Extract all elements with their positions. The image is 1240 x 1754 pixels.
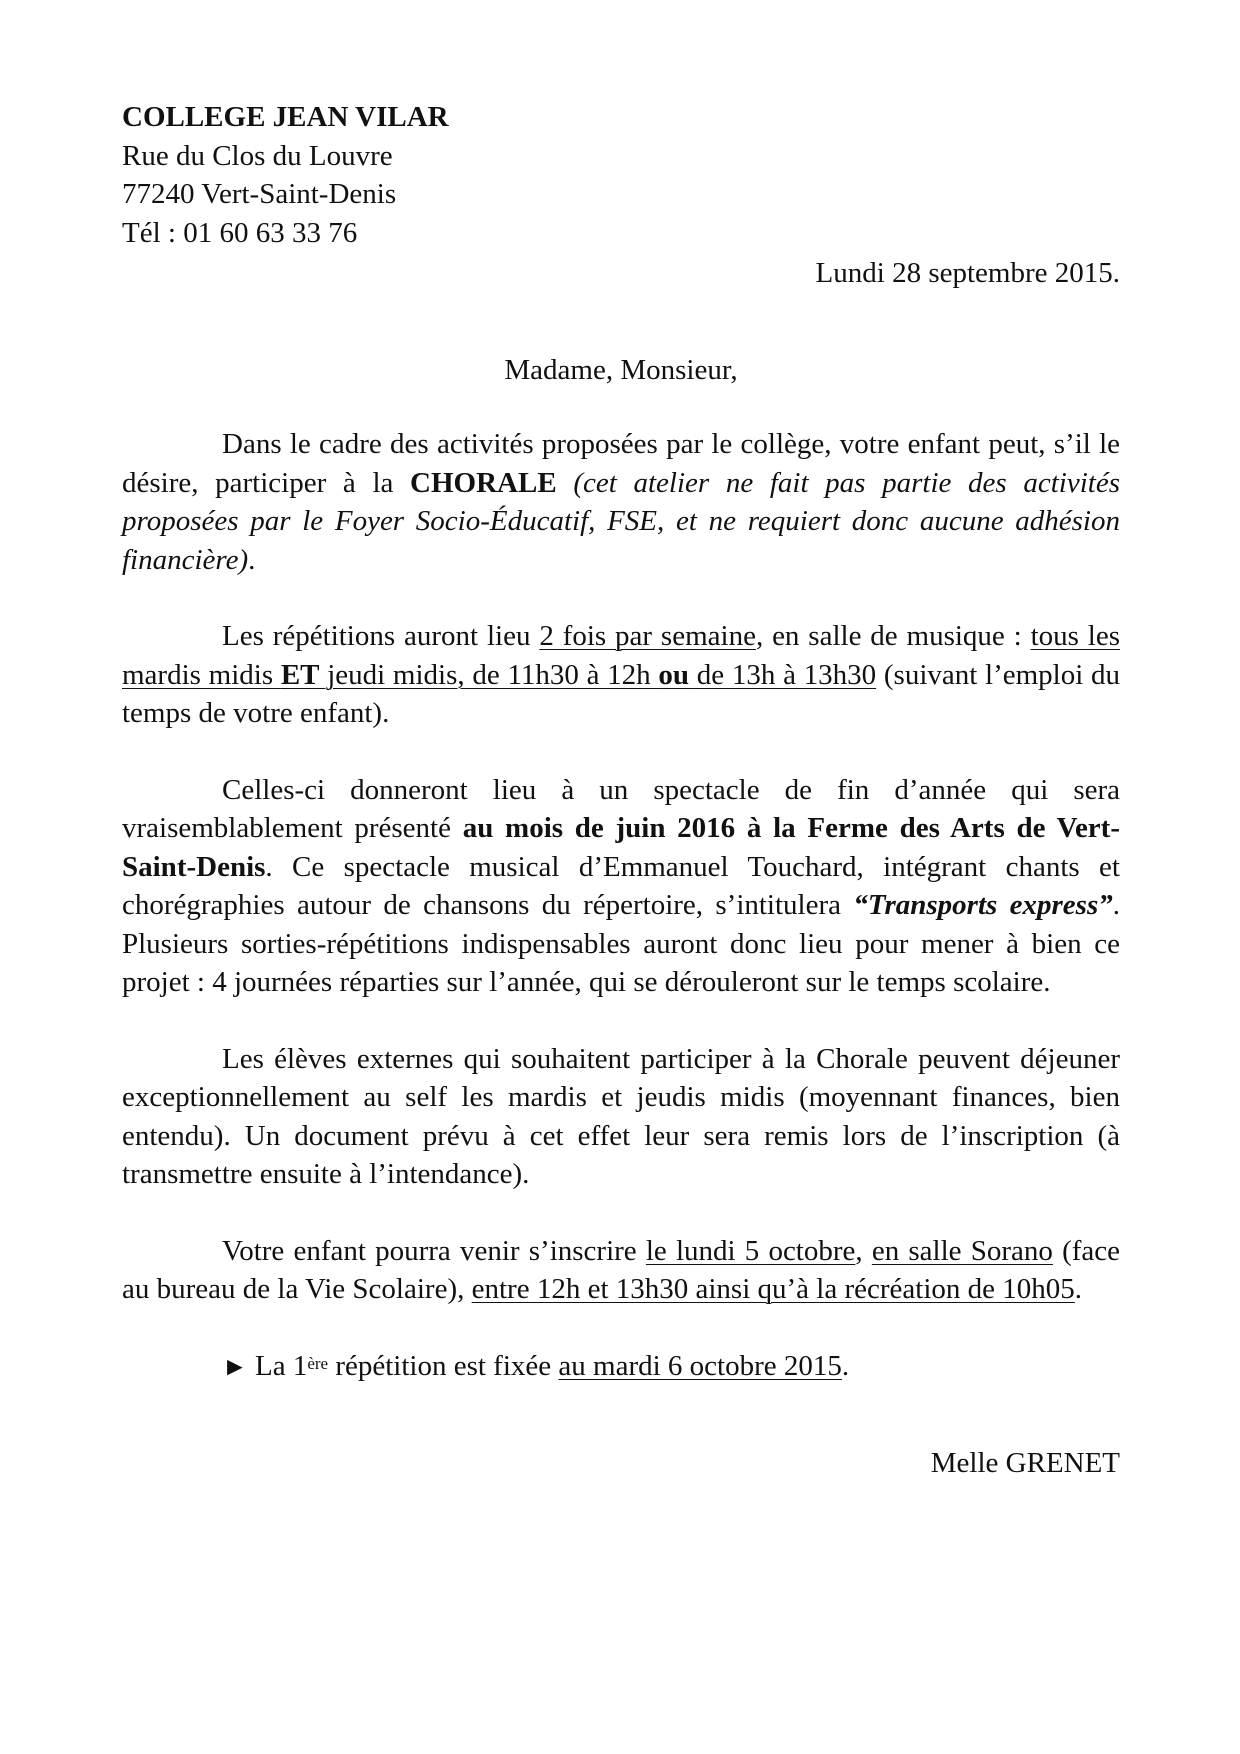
signature: Melle GRENET (930, 1447, 1120, 1479)
school-name: COLLEGE JEAN VILAR (122, 101, 449, 133)
first-rehearsal-note: ► La 1ère répétition est fixée au mardi 6 octobre 2015. (222, 1349, 850, 1382)
paragraph-chorale-intro: Dans le cadre des activités proposées par le collège, votre enfant peut, s’il le désire, participer à la CHORALE (cet atelier ne fait pas partie des activités proposées par le Foyer Socio-Éducatif, FSE, et ne requiert donc aucune adhésion financière). (122, 428, 1120, 576)
arrow-icon: ► (222, 1351, 248, 1381)
frequency-underlined: 2 fois par semaine (539, 620, 756, 652)
school-city: 77240 Vert-Saint-Denis (122, 178, 397, 210)
salutation: Madame, Monsieur, (504, 353, 738, 386)
school-phone: Tél : 01 60 63 33 76 (122, 216, 358, 249)
paragraph-registration: Votre enfant pourra venir s’inscrire le lundi 5 octobre, en salle Sorano (face au bureau de la Vie Scolaire), entre 12h et 13h30 ainsi qu’à la récréation de 10h05. (122, 1234, 1121, 1305)
first-rehearsal-date: au mardi 6 octobre 2015 (558, 1349, 842, 1382)
chorale-highlight: CHORALE (410, 466, 557, 499)
fse-note: (cet atelier ne fait pas partie des activités proposées par le Foyer Socio-Éducatif, FSE, et ne requiert donc aucune adhésion financière) (122, 466, 1120, 576)
sender-block (122, 98, 1120, 252)
registration-room: en salle Sorano (871, 1234, 1053, 1267)
text: Dans le cadre des activités proposées par le collège, votre enfant peut, s’il le désire, participer à la (122, 428, 1120, 499)
letter-date: Lundi 28 septembre 2015. (815, 257, 1120, 289)
registration-date: le lundi 5 octobre (645, 1234, 856, 1267)
paragraph-lunch: Les élèves externes qui souhaitent participer à la Chorale peuvent déjeuner exceptionnellement au self les mardis et jeudis midis (moyennant finances, bien entendu). Un document prévu à cet effet leur sera remis lors de l’inscription (à transmettre ensuite à l’intendance). (122, 1042, 1120, 1190)
school-street: Rue du Clos du Louvre (122, 139, 393, 172)
registration-times: entre 12h et 13h30 ainsi qu’à la récréation de 10h05 (471, 1273, 1075, 1305)
show-date-place: au mois de juin 2016 à la Ferme des Arts de Vert-Saint-Denis (122, 812, 1120, 883)
show-title: “Transports express” (853, 889, 1113, 921)
paragraph-rehearsals: Les répétitions auront lieu 2 fois par semaine, en salle de musique : tous les mardis midis ET jeudi midis, de 11h30 à 12h ou de 13h à 13h30 (suivant l’emploi du temps de votre enfant). (122, 620, 1121, 729)
schedule-underlined: tous les mardis midis ET jeudi midis, de 11h30 à 12h ou de 13h à 13h30 (122, 620, 1121, 691)
paragraph-show: Celles-ci donneront lieu à un spectacle de fin d’année qui sera vraisemblablement présenté au mois de juin 2016 à la Ferme des Arts de Vert-Saint-Denis. Ce spectacle musical d’Emmanuel Touchard, intégrant chants et chorégraphies autour de chansons du répertoire, s’intitulera “Transports express”. Plusieurs sorties-répétitions indispensables auront donc lieu pour mener à bien ce projet : 4 journées réparties sur l’année, qui se dérouleront sur le temps scolaire. (122, 773, 1120, 998)
